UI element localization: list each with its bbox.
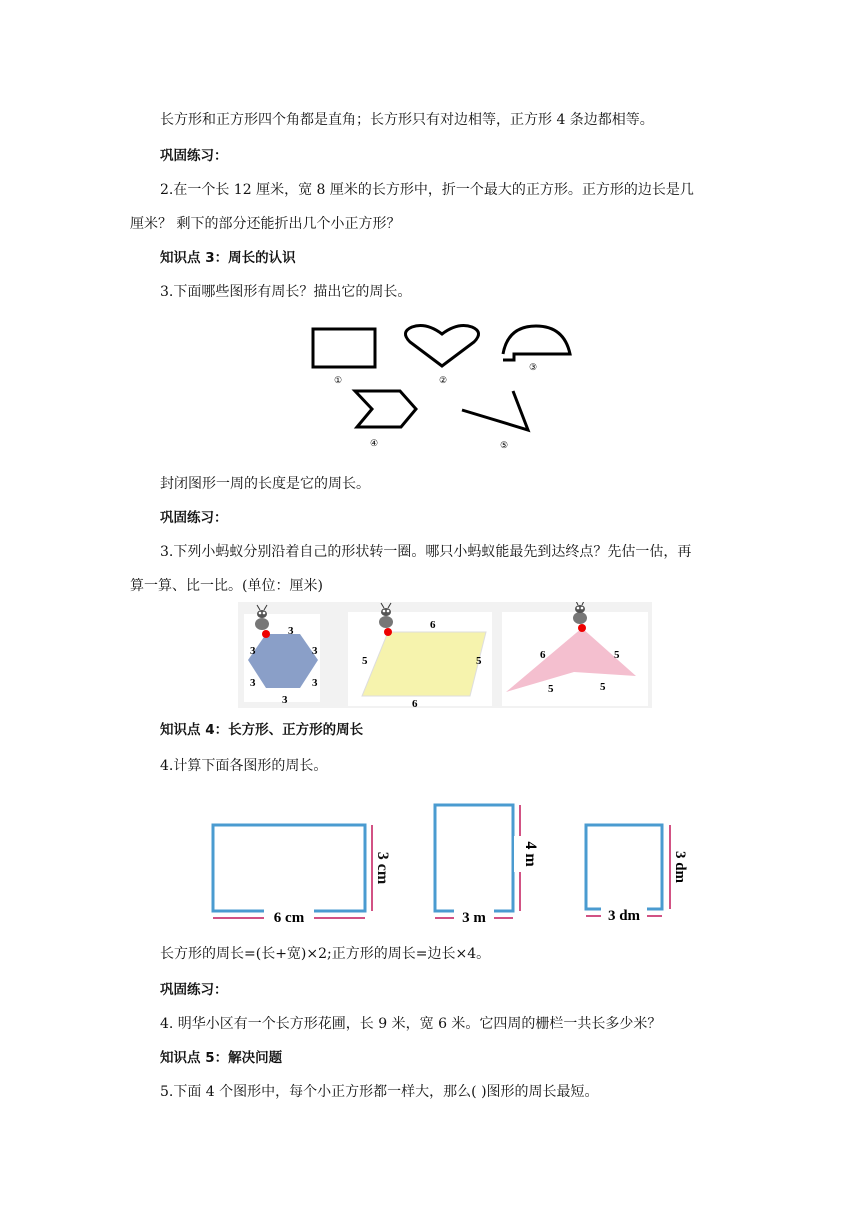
heading-practice-2: 巩固练习：	[160, 510, 228, 526]
para-side-label: 5	[362, 655, 368, 667]
tri-side-label: 5	[548, 683, 554, 695]
heading-knowledge-4: 知识点 4：长方形、正方形的周长	[160, 722, 364, 738]
para-side-label: 6	[412, 698, 418, 708]
text-rect-square-angles: 长方形和正方形四个角都是直角；长方形只有对边相等，正方形 4 条边都相等。	[160, 112, 654, 128]
heading-knowledge-5: 知识点 5：解决问题	[160, 1050, 283, 1066]
rectangle-2	[435, 805, 513, 911]
shape-label-5: ⑤	[499, 441, 509, 451]
shape-label-1: ①	[333, 376, 343, 386]
ant-start-point	[262, 630, 270, 638]
semicircle-open-shape	[503, 326, 570, 360]
tri-side-label: 6	[540, 649, 546, 661]
rect1-height-label: 3 cm	[374, 851, 391, 885]
shape-label-4: ④	[369, 439, 379, 449]
text-question-5: 5.下面 4 个图形中，每个小正方形都一样大，那么( )图形的周长最短。	[160, 1084, 599, 1100]
tri-side-label: 5	[600, 681, 606, 693]
heading-practice-1: 巩固练习：	[160, 148, 228, 164]
text-question-3: 3.下面哪些图形有周长？描出它的周长。	[160, 284, 412, 300]
rectangle-1	[213, 825, 365, 911]
hex-side-label: 3	[312, 645, 318, 657]
rect2-height-label: 4 m	[522, 841, 539, 867]
square-height-label: 3 dm	[672, 850, 688, 884]
para-side-label: 5	[476, 655, 482, 667]
rectangle-shape	[313, 329, 375, 367]
hex-side-label: 3	[312, 677, 318, 689]
ant-start-point	[578, 624, 586, 632]
heading-knowledge-3: 知识点 3：周长的认识	[160, 250, 296, 266]
text-perimeter-formula: 长方形的周长=(长+宽)×2;正方形的周长=边长×4。	[160, 946, 491, 962]
open-angle-shape	[462, 391, 528, 430]
para-side-label: 6	[430, 619, 436, 631]
rect2-width-label: 3 m	[462, 910, 486, 926]
arrow-shape	[355, 391, 416, 427]
square-width-label: 3 dm	[607, 908, 641, 924]
ant-figure	[238, 602, 652, 708]
heart-shape	[405, 326, 478, 366]
ant-start-point	[384, 628, 392, 636]
text-question-2a: 2.在一个长 12 厘米，宽 8 厘米的长方形中，折一个最大的正方形。正方形的边长是几	[160, 182, 694, 198]
text-question-ant-b: 算一算、比一比。(单位：厘米)	[130, 578, 323, 594]
text-question-garden: 4. 明华小区有一个长方形花圃，长 9 米，宽 6 米。它四周的栅栏一共长多少米？	[160, 1016, 662, 1032]
hex-side-label: 3	[250, 677, 256, 689]
square-shape	[586, 825, 662, 909]
text-perimeter-definition: 封闭图形一周的长度是它的周长。	[160, 476, 370, 492]
shape-label-2: ②	[438, 376, 448, 386]
text-question-ant-a: 3.下列小蚂蚁分别沿着自己的形状转一圈。哪只小蚂蚁能最先到达终点？先估一估，再	[160, 544, 692, 560]
shape-label-3: ③	[528, 363, 538, 373]
rect1-width-label: 6 cm	[273, 910, 305, 926]
perimeter-figure	[200, 796, 690, 926]
shapes-figure	[300, 318, 590, 458]
hex-side-label: 3	[288, 625, 294, 637]
text-question-2b: 厘米？ 剩下的部分还能折出几个小正方形？	[130, 216, 401, 232]
text-question-4: 4.计算下面各图形的周长。	[160, 758, 328, 774]
hex-side-label: 3	[282, 694, 288, 706]
hex-side-label: 3	[250, 645, 256, 657]
tri-side-label: 5	[614, 649, 620, 661]
heading-practice-3: 巩固练习：	[160, 982, 228, 998]
